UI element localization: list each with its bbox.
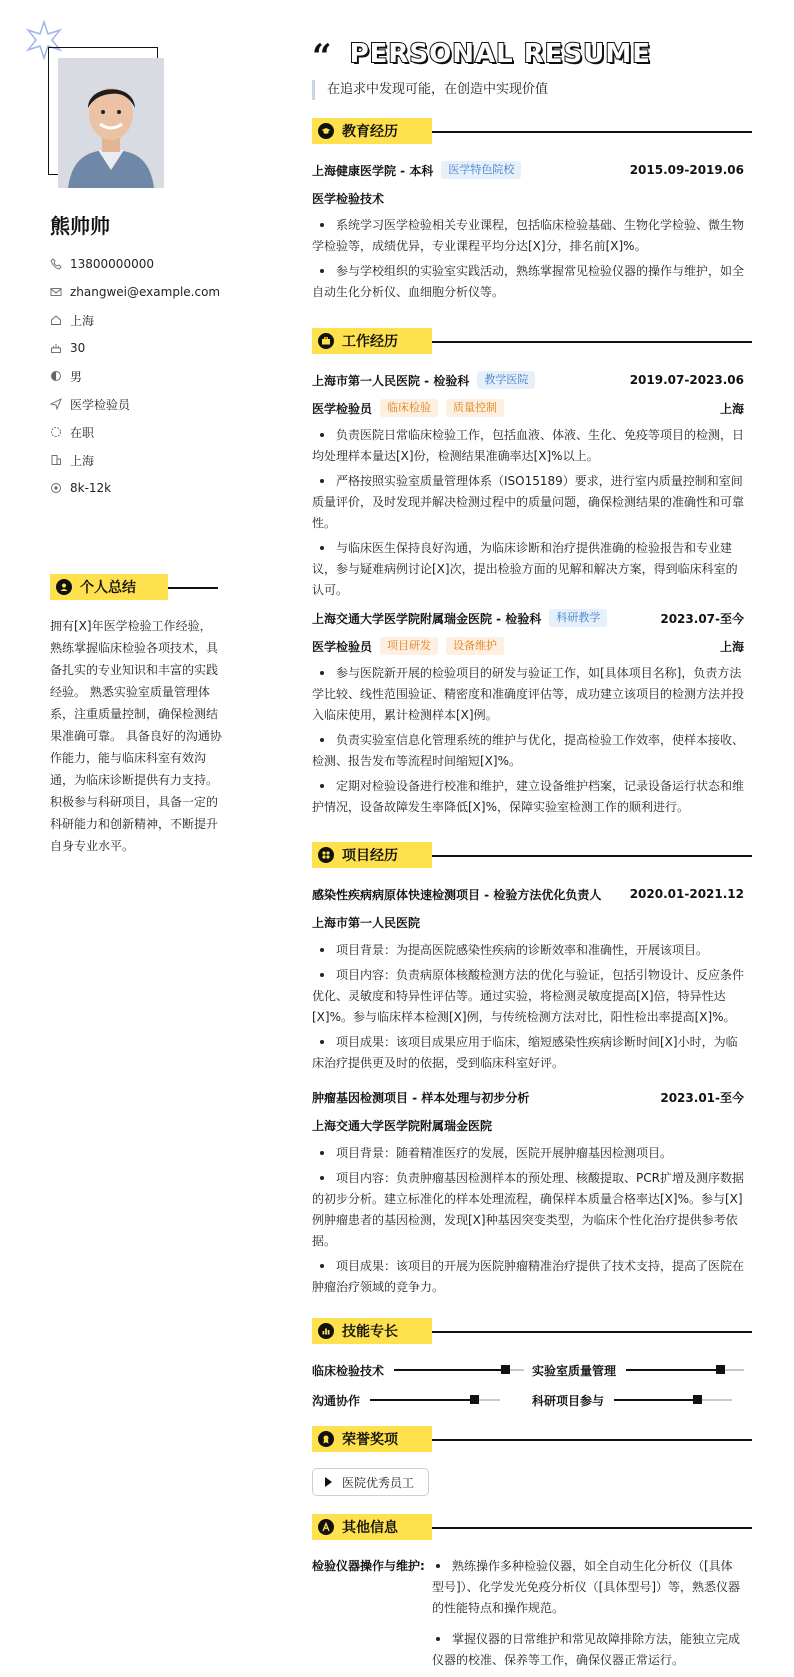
skill-bar-fill	[394, 1369, 505, 1371]
other-label: 检验仪器操作与维护:	[312, 1559, 425, 1573]
job-2-city: 上海	[719, 639, 744, 654]
resume-title-text: PERSONAL RESUME	[349, 39, 651, 69]
project-1-name: 感染性疾病病原体快速检测项目 - 检验方法优化负责人	[312, 887, 602, 902]
contact-info-list	[50, 250, 220, 502]
skill-bar-fill	[370, 1399, 474, 1401]
list-item: 掌握仪器的日常维护和常见故障排除方法，能独立完成仪器的校准、保养等工作，确保仪器正常运行。	[432, 1629, 744, 1671]
project-1-row	[312, 884, 744, 904]
gender-icon	[50, 369, 68, 383]
school-name: 上海健康医学院 - 本科	[312, 163, 434, 178]
job-2-company: 上海交通大学医学院附属瑞金医院 - 检验科	[312, 611, 542, 626]
job-2-skill-tag: 设备维护	[446, 637, 504, 655]
project-2-org: 上海交通大学医学院附属瑞金医院	[312, 1118, 493, 1133]
list-item: 参与医院新开展的检验项目的研发与验证工作，如[具体项目名称]，负责方法学比较、线性范围验证、精密度和准确度评估等，成功建立该项目的检测方法并投入临床使用，累计检测样本[X]例。	[312, 663, 744, 726]
motto: 在追求中发现可能，在创造中实现价值	[312, 80, 548, 100]
avatar	[58, 58, 164, 188]
list-item: 系统学习医学检验相关专业课程，包括临床检验基础、生物化学检验、微生物学检验等，成绩优异，专业课程平均分达[X]分，排名前[X]%。	[312, 215, 744, 257]
honors-title: 荣誉奖项	[342, 1432, 398, 1448]
skill-bar-knob	[693, 1395, 702, 1404]
list-item: 参与学校组织的实验室实践活动，熟练掌握常见检验仪器的操作与维护，如全自动生化分析仪、血细胞分析仪等。	[312, 261, 744, 303]
job-1-skill-tag: 临床检验	[380, 399, 438, 417]
job-2-role-row	[312, 636, 744, 656]
major-row	[312, 188, 744, 208]
skill-name: 实验室质量管理	[532, 1363, 617, 1378]
list-item: 熟练操作多种检验仪器，如全自动生化分析仪（[具体型号]）、化学发光免疫分析仪（[具体型号]）等，熟悉仪器的性能特点和操作规范。	[432, 1556, 744, 1619]
status-icon	[50, 425, 68, 439]
skill-item	[312, 1360, 524, 1380]
skill-bar-knob	[470, 1395, 479, 1404]
other-section-header	[312, 1514, 752, 1540]
skill-bar-fill	[614, 1399, 697, 1401]
skill-item	[532, 1390, 732, 1410]
info-location: 上海	[50, 306, 220, 334]
education-row	[312, 160, 744, 180]
building-icon	[50, 453, 68, 467]
job-1-city: 上海	[719, 401, 744, 416]
graduation-cap-icon	[318, 123, 334, 139]
project-1-org: 上海市第一人民医院	[312, 915, 421, 930]
skills-title: 技能专长	[342, 1324, 398, 1340]
job-2-bullets	[312, 663, 744, 822]
info-email: zhangwei@example.com	[50, 278, 220, 306]
skill-item	[532, 1360, 744, 1380]
list-item: 项目内容：负责肿瘤基因检测样本的预处理、核酸提取、PCR扩增及测序数据的初步分析。建立标准化的样本处理流程，确保样本质量合格率达[X]%。参与[X]例肿瘤患者的基因检测，发现[X]种基因突变类型，为临床个性化治疗提供参考依据。	[312, 1168, 744, 1252]
education-title: 教育经历	[342, 124, 398, 140]
other-bullets	[432, 1556, 744, 1677]
job-1-bullets	[312, 425, 744, 605]
quote-icon: “	[312, 37, 332, 77]
award-badge	[312, 1468, 429, 1496]
project-2-row	[312, 1087, 744, 1107]
list-item: 项目背景：随着精准医疗的发展，医院开展肿瘤基因检测项目。	[312, 1143, 744, 1164]
list-item: 负责实验室信息化管理系统的维护与优化，提高检验工作效率，使样本接收、检测、报告发布等流程时间缩短[X]%。	[312, 730, 744, 772]
skill-bar	[614, 1399, 732, 1401]
project-1-org-row	[312, 912, 744, 932]
job-1-company: 上海市第一人民医院 - 检验科	[312, 373, 470, 388]
job-1-row	[312, 370, 744, 390]
skill-name: 沟通协作	[312, 1393, 361, 1408]
projects-title: 项目经历	[342, 848, 398, 864]
candidate-name: 熊帅帅	[50, 214, 110, 238]
briefcase-icon	[318, 333, 334, 349]
school-tag: 医学特色院校	[441, 161, 521, 179]
info-status: 在职	[50, 418, 220, 446]
left-column	[0, 0, 240, 1677]
project-2-date: 2023.01-至今	[660, 1090, 744, 1105]
phone-icon	[50, 257, 68, 271]
info-salary: 8k-12k	[50, 474, 220, 502]
summary-section-header	[50, 574, 218, 600]
list-item: 与临床医生保持良好沟通，为临床诊断和治疗提供准确的检验报告和专业建议，参与疑难病例讨论[X]次，提出检验方面的见解和解决方案，得到临床科室的认可。	[312, 538, 744, 601]
mail-icon	[50, 285, 68, 299]
list-item: 项目内容：负责病原体核酸检测方法的优化与验证，包括引物设计、反应条件优化、灵敏度和特异性评估等。通过实验，将检测灵敏度提高[X]倍，特异性达[X]%。参与临床样本检测[X]例，与传统检测方法对比，阳性检出率提高[X]%。	[312, 965, 744, 1028]
job-1-tag: 教学医院	[477, 371, 535, 389]
project-1-date: 2020.01-2021.12	[629, 887, 744, 901]
job-2-date: 2023.07-至今	[660, 611, 744, 626]
job-2-role: 医学检验员	[312, 639, 373, 654]
play-icon	[325, 1477, 332, 1487]
project-2-bullets	[312, 1143, 744, 1302]
resume-title	[312, 34, 651, 77]
projects-section-header	[312, 842, 752, 868]
skill-bar	[394, 1369, 524, 1371]
major: 医学检验技术	[312, 191, 385, 206]
job-2-tag: 科研教学	[549, 609, 607, 627]
skill-bar-fill	[626, 1369, 720, 1371]
info-position: 医学检验员	[50, 390, 220, 418]
list-item: 定期对检验设备进行校准和维护，建立设备维护档案，记录设备运行状态和维护情况，设备故障发生率降低[X]%，保障实验室检测工作的顺利进行。	[312, 776, 744, 818]
list-item: 项目成果：该项目成果应用于临床，缩短感染性疾病诊断时间[X]小时，为临床治疗提供更及时的依据，受到临床科室好评。	[312, 1032, 744, 1074]
skill-bar	[370, 1399, 500, 1401]
skills-section-header	[312, 1318, 752, 1344]
skill-item	[312, 1390, 500, 1410]
grid-icon	[318, 847, 334, 863]
medal-icon	[318, 1431, 334, 1447]
work-section-header	[312, 328, 752, 354]
bar-chart-icon	[318, 1323, 334, 1339]
project-1-bullets	[312, 940, 744, 1078]
job-2-row	[312, 608, 744, 628]
list-item: 项目背景：为提高医院感染性疾病的诊断效率和准确性，开展该项目。	[312, 940, 744, 961]
info-city: 上海	[50, 446, 220, 474]
job-1-skill-tag: 质量控制	[446, 399, 504, 417]
honors-section-header	[312, 1426, 752, 1452]
skill-bar-knob	[716, 1365, 725, 1374]
skill-bar-knob	[501, 1365, 510, 1374]
cake-icon	[50, 341, 68, 355]
info-phone: 13800000000	[50, 250, 220, 278]
skill-name: 科研项目参与	[532, 1393, 605, 1408]
list-item: 负责医院日常临床检验工作，包括血液、体液、生化、免疫等项目的检测，日均处理样本量达[X]份，检测结果准确率达[X]%以上。	[312, 425, 744, 467]
job-2-skill-tag: 项目研发	[380, 637, 438, 655]
work-title: 工作经历	[342, 334, 398, 350]
job-1-role-row	[312, 398, 744, 418]
other-title: 其他信息	[342, 1520, 398, 1536]
letter-a-icon	[318, 1519, 334, 1535]
info-gender: 男	[50, 362, 220, 390]
avatar-illustration	[58, 58, 164, 188]
award-name: 医院优秀员工	[342, 1475, 415, 1490]
list-item: 项目成果：该项目的开展为医院肿瘤精准治疗提供了技术支持，提高了医院在肿瘤治疗领域的竞争力。	[312, 1256, 744, 1298]
skill-bar	[626, 1369, 744, 1371]
project-2-org-row	[312, 1115, 744, 1135]
summary-text: 拥有[X]年医学检验工作经验，熟练掌握临床检验各项技术，具备扎实的专业知识和丰富的实践经验。 熟悉实验室质量管理体系，注重质量控制，确保检测结果准确可靠。 具备良好的沟通协作能力，能与临床科室有效沟通，为临床诊断提供有力支持。 积极参与科研项目，具备一定的科研能力和创新精神，不断提升自身专业水平。	[50, 619, 222, 853]
skill-name: 临床检验技术	[312, 1363, 385, 1378]
info-age: 30	[50, 334, 220, 362]
list-item: 严格按照实验室质量管理体系（ISO15189）要求，进行室内质量控制和室间质量评价，及时发现并解决检测过程中的质量问题，确保检测结果的准确性和可靠性。	[312, 471, 744, 534]
user-icon	[56, 579, 72, 595]
education-section-header	[312, 118, 752, 144]
education-date: 2015.09-2019.06	[629, 163, 744, 177]
home-icon	[50, 313, 68, 327]
summary-title: 个人总结	[80, 580, 136, 596]
job-1-role: 医学检验员	[312, 401, 373, 416]
job-1-date: 2019.07-2023.06	[629, 373, 744, 387]
education-bullets	[312, 215, 744, 307]
project-2-name: 肿瘤基因检测项目 - 样本处理与初步分析	[312, 1090, 530, 1105]
salary-icon	[50, 481, 68, 495]
send-icon	[50, 397, 68, 411]
